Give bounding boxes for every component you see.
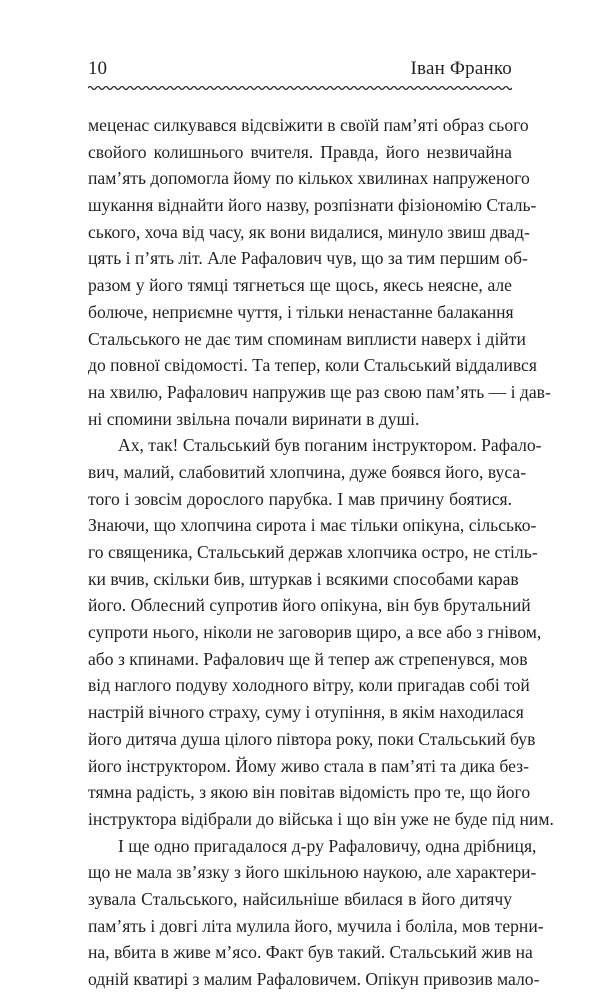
text-line: болюче, неприємне чуття, і тільки ненастанне балакання bbox=[88, 301, 514, 322]
text-line: до повної свідомості. Та тепер, коли Стальський віддалився bbox=[88, 355, 537, 376]
text-line: цять і п’ять літ. Але Рафалович чув, що за тим першим об- bbox=[88, 248, 528, 269]
text-line: пам’ять і довгі літа мулила його, мучила і боліла, мов терни- bbox=[88, 915, 544, 936]
text-line: меценас силкувався відсвіжити в своїй пам’яті образ сього bbox=[88, 115, 529, 135]
text-line: разом у його тямці тягнеться ще щось, якесь неясне, але bbox=[88, 275, 512, 296]
text-line: го священика, Стальський держав хлопчика остро, не стіль- bbox=[88, 542, 538, 562]
text-line: вич, малий, слабовитий хлопчина, дуже боявся його, вуса- bbox=[88, 461, 527, 482]
text-line: того і зовсім дорослого парубка. І мав причину боятися. bbox=[88, 488, 512, 509]
text-line-paragraph-start: Ах, так! Стальський був поганим інструктором. Рафало- bbox=[118, 435, 542, 456]
text-line-paragraph-start: І ще одно пригадалося д-ру Рафаловичу, одна дрібниця, bbox=[118, 835, 537, 856]
text-line: пам’ять допомогла йому по кількох хвилинах напруженого bbox=[88, 168, 530, 189]
page-number: 10 bbox=[88, 58, 107, 79]
text-line: ки вчив, скільки бив, штуркав і всякими способами карав bbox=[88, 568, 519, 589]
text-line: або з кпинами. Рафалович ще й тепер аж стрепенувся, мов bbox=[88, 648, 528, 669]
text-line: шукання віднайти його назву, розпізнати фізіономію Сталь- bbox=[88, 195, 537, 216]
text-line: на, вбита в живе м’ясо. Факт був такий. Стальський жив на bbox=[88, 942, 533, 963]
text-line: ського, хоча від часу, як вони видалися, минуло звиш двад- bbox=[88, 221, 530, 242]
text-line: його. Облесний супротив його опікуна, він був брутальний bbox=[88, 595, 531, 616]
text-line: Стальського не дає тим споминам виплисти наверх і дійти bbox=[88, 328, 526, 349]
text-line: Знаючи, що хлопчина сирота і має тільки опікуна, сільсько- bbox=[88, 515, 537, 536]
text-line: його інструктором. Йому живо стала в пам’яті та дика без- bbox=[88, 755, 529, 776]
text-line: що не мала зв’язку з його шкільною наукою, але характери- bbox=[88, 862, 537, 883]
text-line-paragraph-end: ні спомини звільна почали виринати в душі. bbox=[88, 408, 420, 429]
text-line: його дитяча душа цілого півтора року, поки Стальський був bbox=[88, 728, 536, 749]
text-line: настрій вічного страху, суму і отупіння, в якім находилася bbox=[88, 702, 524, 723]
wavy-rule-divider bbox=[88, 83, 512, 93]
text-line: від наглого подуву холодного вітру, коли пригадав собі той bbox=[88, 675, 530, 696]
body-text bbox=[88, 112, 554, 993]
text-line: тямна радість, з якою він повітав відомість про те, що його bbox=[88, 782, 531, 803]
text-line: одній кватирі з малим Рафаловичем. Опікун привозив мало- bbox=[88, 969, 540, 989]
text-line-paragraph-end: інструктора відібрали до війська і що він уже не буде під ним. bbox=[88, 808, 554, 829]
running-head-author: Іван Франко bbox=[410, 58, 512, 79]
text-line: супроти нього, ніколи не заговорив щиро, а все або з гнівом, bbox=[88, 622, 542, 643]
text-line: свойого колишнього вчителя. Правда, його незвичайна bbox=[88, 141, 512, 162]
text-line: на хвилю, Рафалович напружив ще раз свою пам’ять — і дав- bbox=[88, 381, 551, 402]
text-line: зувала Стальського, найсильніше вбилася в його дитячу bbox=[88, 888, 512, 909]
